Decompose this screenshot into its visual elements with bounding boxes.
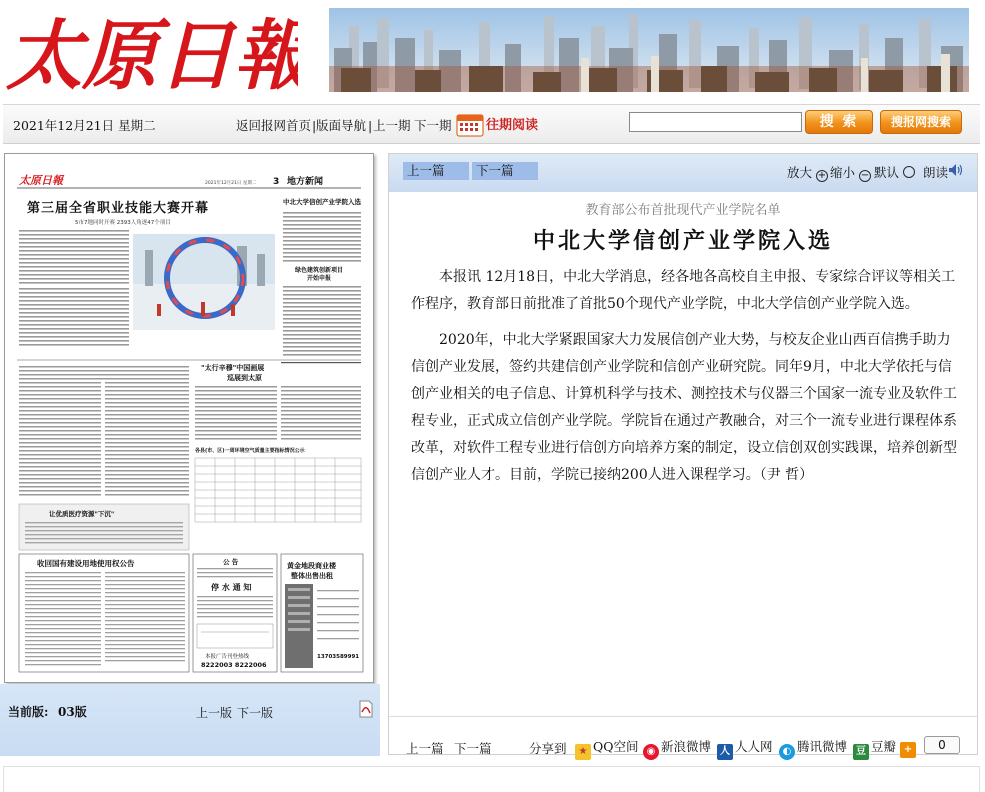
thumb-ad-2: 公 告 [223, 558, 239, 566]
thumb-date: 2021年12月21日 星期二 [205, 181, 257, 186]
thumb-side-headline-2: 绿色建筑创新项目 [295, 267, 344, 274]
share-douban[interactable] [853, 737, 896, 760]
page-thumbnail-panel [0, 151, 380, 757]
nav-separator: | [368, 118, 373, 133]
read-aloud-button[interactable] [923, 163, 948, 181]
current-edition-value: 03版 [58, 705, 87, 719]
speaker-icon[interactable] [948, 162, 964, 178]
thumb-mid-headline: "太行辛穆"中国画展 [201, 364, 265, 372]
zoom-in-button[interactable] [787, 163, 828, 182]
article-panel [388, 153, 978, 755]
default-size-label: 默认 [874, 165, 900, 180]
logo[interactable] [6, 4, 298, 104]
search-button[interactable]: 搜 索 [805, 110, 873, 134]
prev-page-link[interactable]: 上一版 [196, 706, 233, 720]
thumb-side-headline: 中北大学信创产业学院入选 [283, 198, 361, 206]
thumb-ad-3: 停 水 通 知 [211, 583, 252, 592]
thumb-section: 地方新闻 [287, 177, 324, 187]
article-footer [389, 716, 977, 757]
thumb-ad-1: 收回国有建设用地使用权公告 [37, 559, 135, 568]
thumb-mid-headline-b: 巡展到太原 [227, 374, 262, 382]
search-input[interactable] [629, 112, 802, 132]
city-skyline-banner [329, 8, 969, 92]
plus-icon: + [900, 742, 916, 758]
nav-separator: | [312, 118, 317, 133]
zoom-in-label: 放大 [787, 165, 813, 180]
next-issue-link[interactable]: 下一期 [414, 118, 452, 133]
issue-date: 2021年12月21日 星期二 [13, 118, 156, 133]
share-renren[interactable] [717, 737, 773, 760]
zoom-out-label: 缩小 [830, 165, 856, 180]
bottom-prev-article-link[interactable]: 上一篇 [406, 741, 444, 756]
minus-icon: − [860, 170, 870, 181]
thumb-paper-name: 太原日報 [19, 174, 63, 187]
default-size-button[interactable] [874, 163, 915, 181]
thumb-ad-phone: 13703589991 [317, 654, 360, 660]
share-renren-label: 人人网 [735, 739, 773, 754]
weibo-eye-icon: ◉ [643, 744, 659, 760]
share-label: 分享到 [529, 741, 567, 756]
thumb-health-headline: 让优质医疗资源"下沉" [49, 510, 115, 518]
pdf-icon[interactable] [358, 700, 374, 718]
circle-icon [903, 166, 915, 178]
share-tencent-weibo[interactable] [779, 737, 847, 760]
next-page-link[interactable]: 下一版 [237, 706, 274, 720]
article-paragraph: 2020年，中北大学紧跟国家大力发展信创产业大势，与校友企业山西百信携手助力信创产业发展，签约共建信创产业学院和信创产业研究院。同年9月，中北大学依托与信创产业相关的电子信息、计算机科学与技术、测控技术与仪器三个国家一流专业及软件工程专业，正式成立信创产业学院。学院旨在通过产教融合，对三个一流专业进行课程体系改革，对软件工程专业进行信创方向培养方案的制定，设立信创双创实践课，培养创新型信创产业人才。目前，学院已接纳200人进入课程学习。（尹 哲） [411, 332, 957, 483]
archive-link[interactable]: 往期阅读 [486, 118, 539, 133]
share-tencent-label: 腾讯微博 [797, 739, 848, 754]
logo-calligraphy [6, 4, 298, 104]
share-douban-label: 豆瓣 [871, 739, 897, 754]
plus-icon: + [817, 170, 827, 181]
city-skyline-icon [329, 8, 969, 92]
newspaper-page-image [5, 154, 373, 682]
zoom-out-button[interactable] [830, 163, 871, 182]
thumb-ad-4b: 整体出售出租 [291, 572, 333, 580]
prev-article-button[interactable]: 上一篇 [403, 162, 469, 180]
share-count: 0 [924, 736, 960, 754]
share-qzone[interactable] [575, 737, 639, 760]
article-paragraph: 本报讯 12月18日，中北大学消息，经各地各高校自主申报、专家综合评议等相关工作程序，教育部日前批准了首批50个现代产业学院，中北大学信创产业学院入选。 [411, 269, 956, 312]
share-qzone-label: QQ空间 [593, 739, 639, 754]
bottom-next-article-link[interactable]: 下一篇 [454, 741, 492, 756]
renren-person-icon: 人 [717, 744, 733, 760]
thumb-page-num: 3 [273, 177, 280, 187]
network-search-button[interactable]: 搜报网搜索 [880, 110, 962, 134]
thumb-ad-tel: 8222003 8222006 [201, 661, 267, 669]
thumb-lead-sub: 5市7地同时开赛 2393人角逐47个项目 [75, 220, 171, 226]
masthead [0, 0, 985, 100]
thumb-lead-headline: 第三届全省职业技能大赛开幕 [27, 201, 210, 216]
article-toolbar [389, 154, 977, 192]
tencent-weibo-icon: ◐ [779, 744, 795, 760]
thumb-ad-tel-label: 本报广告刊登热线 [205, 654, 250, 660]
thumb-ad-4: 黄金地段商业楼 [287, 562, 336, 570]
page-thumbnail[interactable] [4, 153, 374, 683]
current-edition-label: 当前版: [8, 705, 49, 719]
next-article-button[interactable]: 下一篇 [472, 162, 538, 180]
article-headline: 中北大学信创产业学院入选 [532, 228, 833, 254]
prev-issue-link[interactable]: 上一期 [373, 118, 411, 133]
share-more-button[interactable] [900, 737, 918, 758]
footer-area [3, 766, 980, 792]
thumb-side-headline-2b: 开始申报 [307, 275, 332, 282]
read-aloud-label: 朗读 [923, 165, 949, 180]
thumb-table-title: 各县(市、区)一周环境空气质量主要指标情况公示 [195, 448, 305, 454]
page-footer-bar [0, 684, 380, 756]
article-kicker: 教育部公布首批现代产业学院名单 [585, 203, 781, 218]
home-link[interactable]: 返回报网首页 [236, 118, 312, 133]
page-nav-link[interactable]: 版面导航 [316, 118, 367, 133]
logo-text: 太原日報 [6, 11, 298, 100]
qzone-star-icon: ★ [575, 744, 591, 760]
share-weibo-label: 新浪微博 [661, 739, 712, 754]
douban-icon: 豆 [853, 744, 869, 760]
calendar-icon[interactable] [456, 113, 484, 137]
share-weibo[interactable] [643, 737, 711, 760]
toolbar [3, 104, 980, 144]
